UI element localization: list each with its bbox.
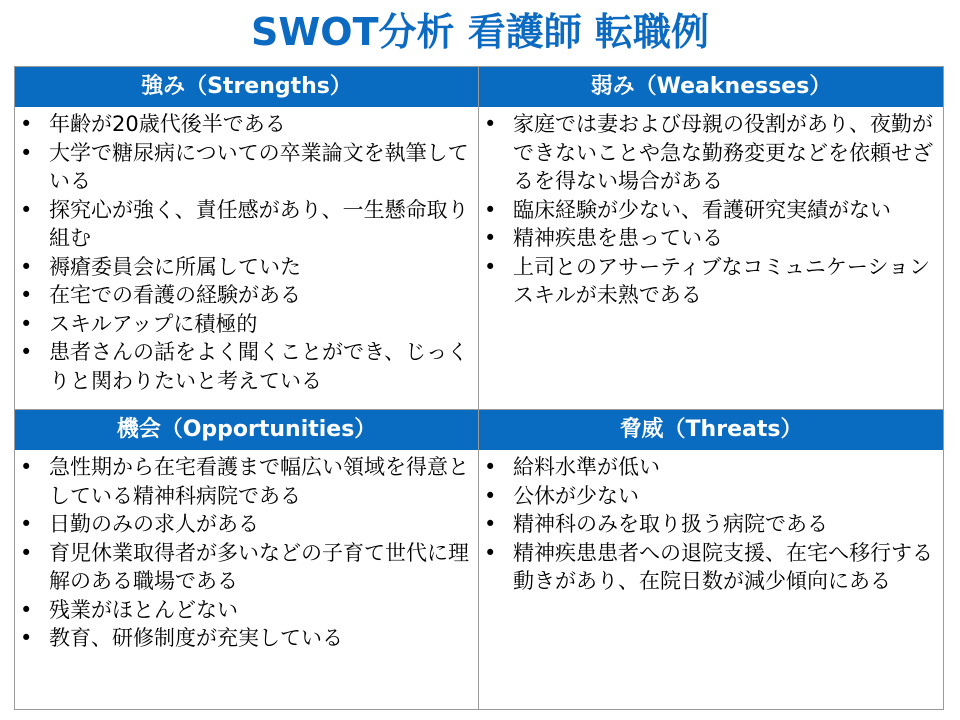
opportunities-item: • 育児休業取得者が多いなどの子育て世代に理解のある職場である	[18, 539, 470, 596]
grid-vertical-divider	[478, 66, 479, 710]
strengths-item: • 年齢が20歳代後半である	[18, 110, 470, 139]
opportunities-item: • 日勤のみの求人がある	[18, 510, 470, 539]
threats-header: 脅威（Threats）	[479, 410, 943, 450]
weaknesses-header: 弱み（Weaknesses）	[479, 67, 943, 107]
strengths-item: • 大学で糖尿病についての卒業論文を執筆している	[18, 139, 470, 196]
strengths-item: • 探究心が強く、責任感があり、一生懸命取り組む	[18, 196, 470, 253]
weaknesses-item: • 上司とのアサーティブなコミュニケーションスキルが未熟である	[482, 253, 937, 310]
weaknesses-item: • 家庭では妻および母親の役割があり、夜勤ができないことや急な勤務変更などを依頼せざるを得ない場合がある	[482, 110, 937, 196]
strengths-header: 強み（Strengths）	[15, 67, 478, 107]
threats-list	[482, 453, 937, 596]
threats-item: • 公休が少ない	[482, 482, 937, 511]
threats-item: • 精神疾患患者への退院支援、在宅へ移行する動きがあり、在院日数が減少傾向にある	[482, 539, 937, 596]
weaknesses-list	[482, 110, 937, 310]
opportunities-item: • 教育、研修制度が充実している	[18, 624, 470, 653]
threats-item: • 給料水準が低い	[482, 453, 937, 482]
opportunities-item: • 残業がほとんどない	[18, 596, 470, 625]
opportunities-header: 機会（Opportunities）	[15, 410, 478, 450]
strengths-item: • 在宅での看護の経験がある	[18, 281, 470, 310]
opportunities-item: • 急性期から在宅看護まで幅広い領域を得意としている精神科病院である	[18, 453, 470, 510]
strengths-item: • 患者さんの話をよく聞くことができ、じっくりと関わりたいと考えている	[18, 338, 470, 395]
threats-item: • 精神科のみを取り扱う病院である	[482, 510, 937, 539]
strengths-item: • 褥瘡委員会に所属していた	[18, 253, 470, 282]
weaknesses-item: • 精神疾患を患っている	[482, 224, 937, 253]
strengths-item: • スキルアップに積極的	[18, 310, 470, 339]
strengths-list	[18, 110, 470, 395]
opportunities-list	[18, 453, 470, 653]
page-title: SWOT分析 看護師 転職例	[251, 10, 709, 54]
weaknesses-item: • 臨床経験が少ない、看護研究実績がない	[482, 196, 937, 225]
